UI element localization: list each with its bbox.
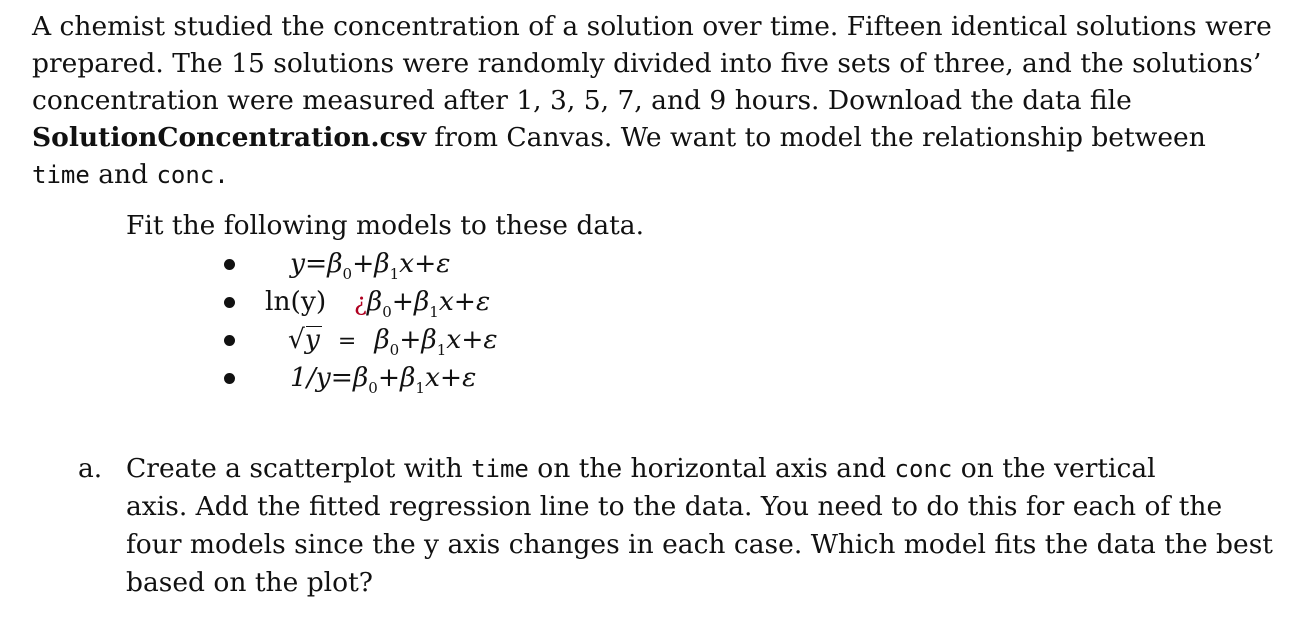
part-a-line-4: based on the plot?: [126, 567, 373, 598]
radical-icon: √: [288, 324, 305, 355]
bullet-icon: [224, 335, 235, 346]
sqrt-y: √y: [288, 324, 320, 355]
intro-line-2: prepared. The 15 solutions were randomly divided into five sets of three, and the solutions’: [32, 48, 1262, 79]
model-log-rhs: ¿$\beta_0+\beta_1x+\varepsilon$: [354, 286, 491, 321]
and-word: and: [89, 159, 157, 190]
model-list: [0, 245, 700, 415]
model-log-lhs: ln(y): [265, 286, 327, 317]
fit-heading: Fit the following models to these data.: [126, 210, 645, 241]
model-sqrt-equation: √y = $\beta_0+\beta_1x+\varepsilon$: [288, 321, 498, 362]
model-log: [0, 283, 700, 321]
part-a-line-1: Create a scatterplot with time on the horizontal axis and conc on the vertical: [126, 453, 1156, 484]
variable-conc: conc.: [156, 161, 229, 189]
variable-conc: conc: [894, 455, 953, 483]
part-a-text: [126, 450, 1286, 602]
intro-line-4: [32, 119, 1292, 156]
intro-line-3: concentration were measured after 1, 3, 5, 7, and 9 hours. Download the data file: [32, 85, 1132, 116]
part-a-line-2: axis. Add the fitted regression line to the data. You need to do this for each of the: [126, 491, 1223, 522]
bullet-icon: [224, 373, 235, 384]
model-linear: [0, 245, 700, 283]
intro-line-5: [32, 156, 1292, 194]
model-sqrt: [0, 321, 700, 359]
model-reciprocal-equation: $1/y=\beta_0+\beta_1x+\varepsilon$: [290, 362, 477, 397]
part-a-label: a.: [78, 453, 103, 484]
variable-time: time: [471, 455, 529, 483]
model-reciprocal: [0, 359, 700, 397]
variable-time: time: [32, 161, 90, 189]
model-linear-equation: $y=\beta_0+\beta_1x+\varepsilon$: [290, 248, 451, 283]
bullet-icon: [224, 297, 235, 308]
bullet-icon: [224, 259, 235, 270]
intro-line-1: A chemist studied the concentration of a solution over time. Fifteen identical solutions were: [32, 11, 1272, 42]
missing-glyph: ¿: [354, 288, 367, 316]
part-a-line-3: four models since the y axis changes in each case. Which model fits the data the best: [126, 529, 1273, 560]
intro-line-4-rest: from Canvas. We want to model the relationship between: [426, 122, 1206, 153]
intro-paragraph: [32, 8, 1292, 194]
data-filename: SolutionConcentration.csv: [32, 122, 426, 153]
